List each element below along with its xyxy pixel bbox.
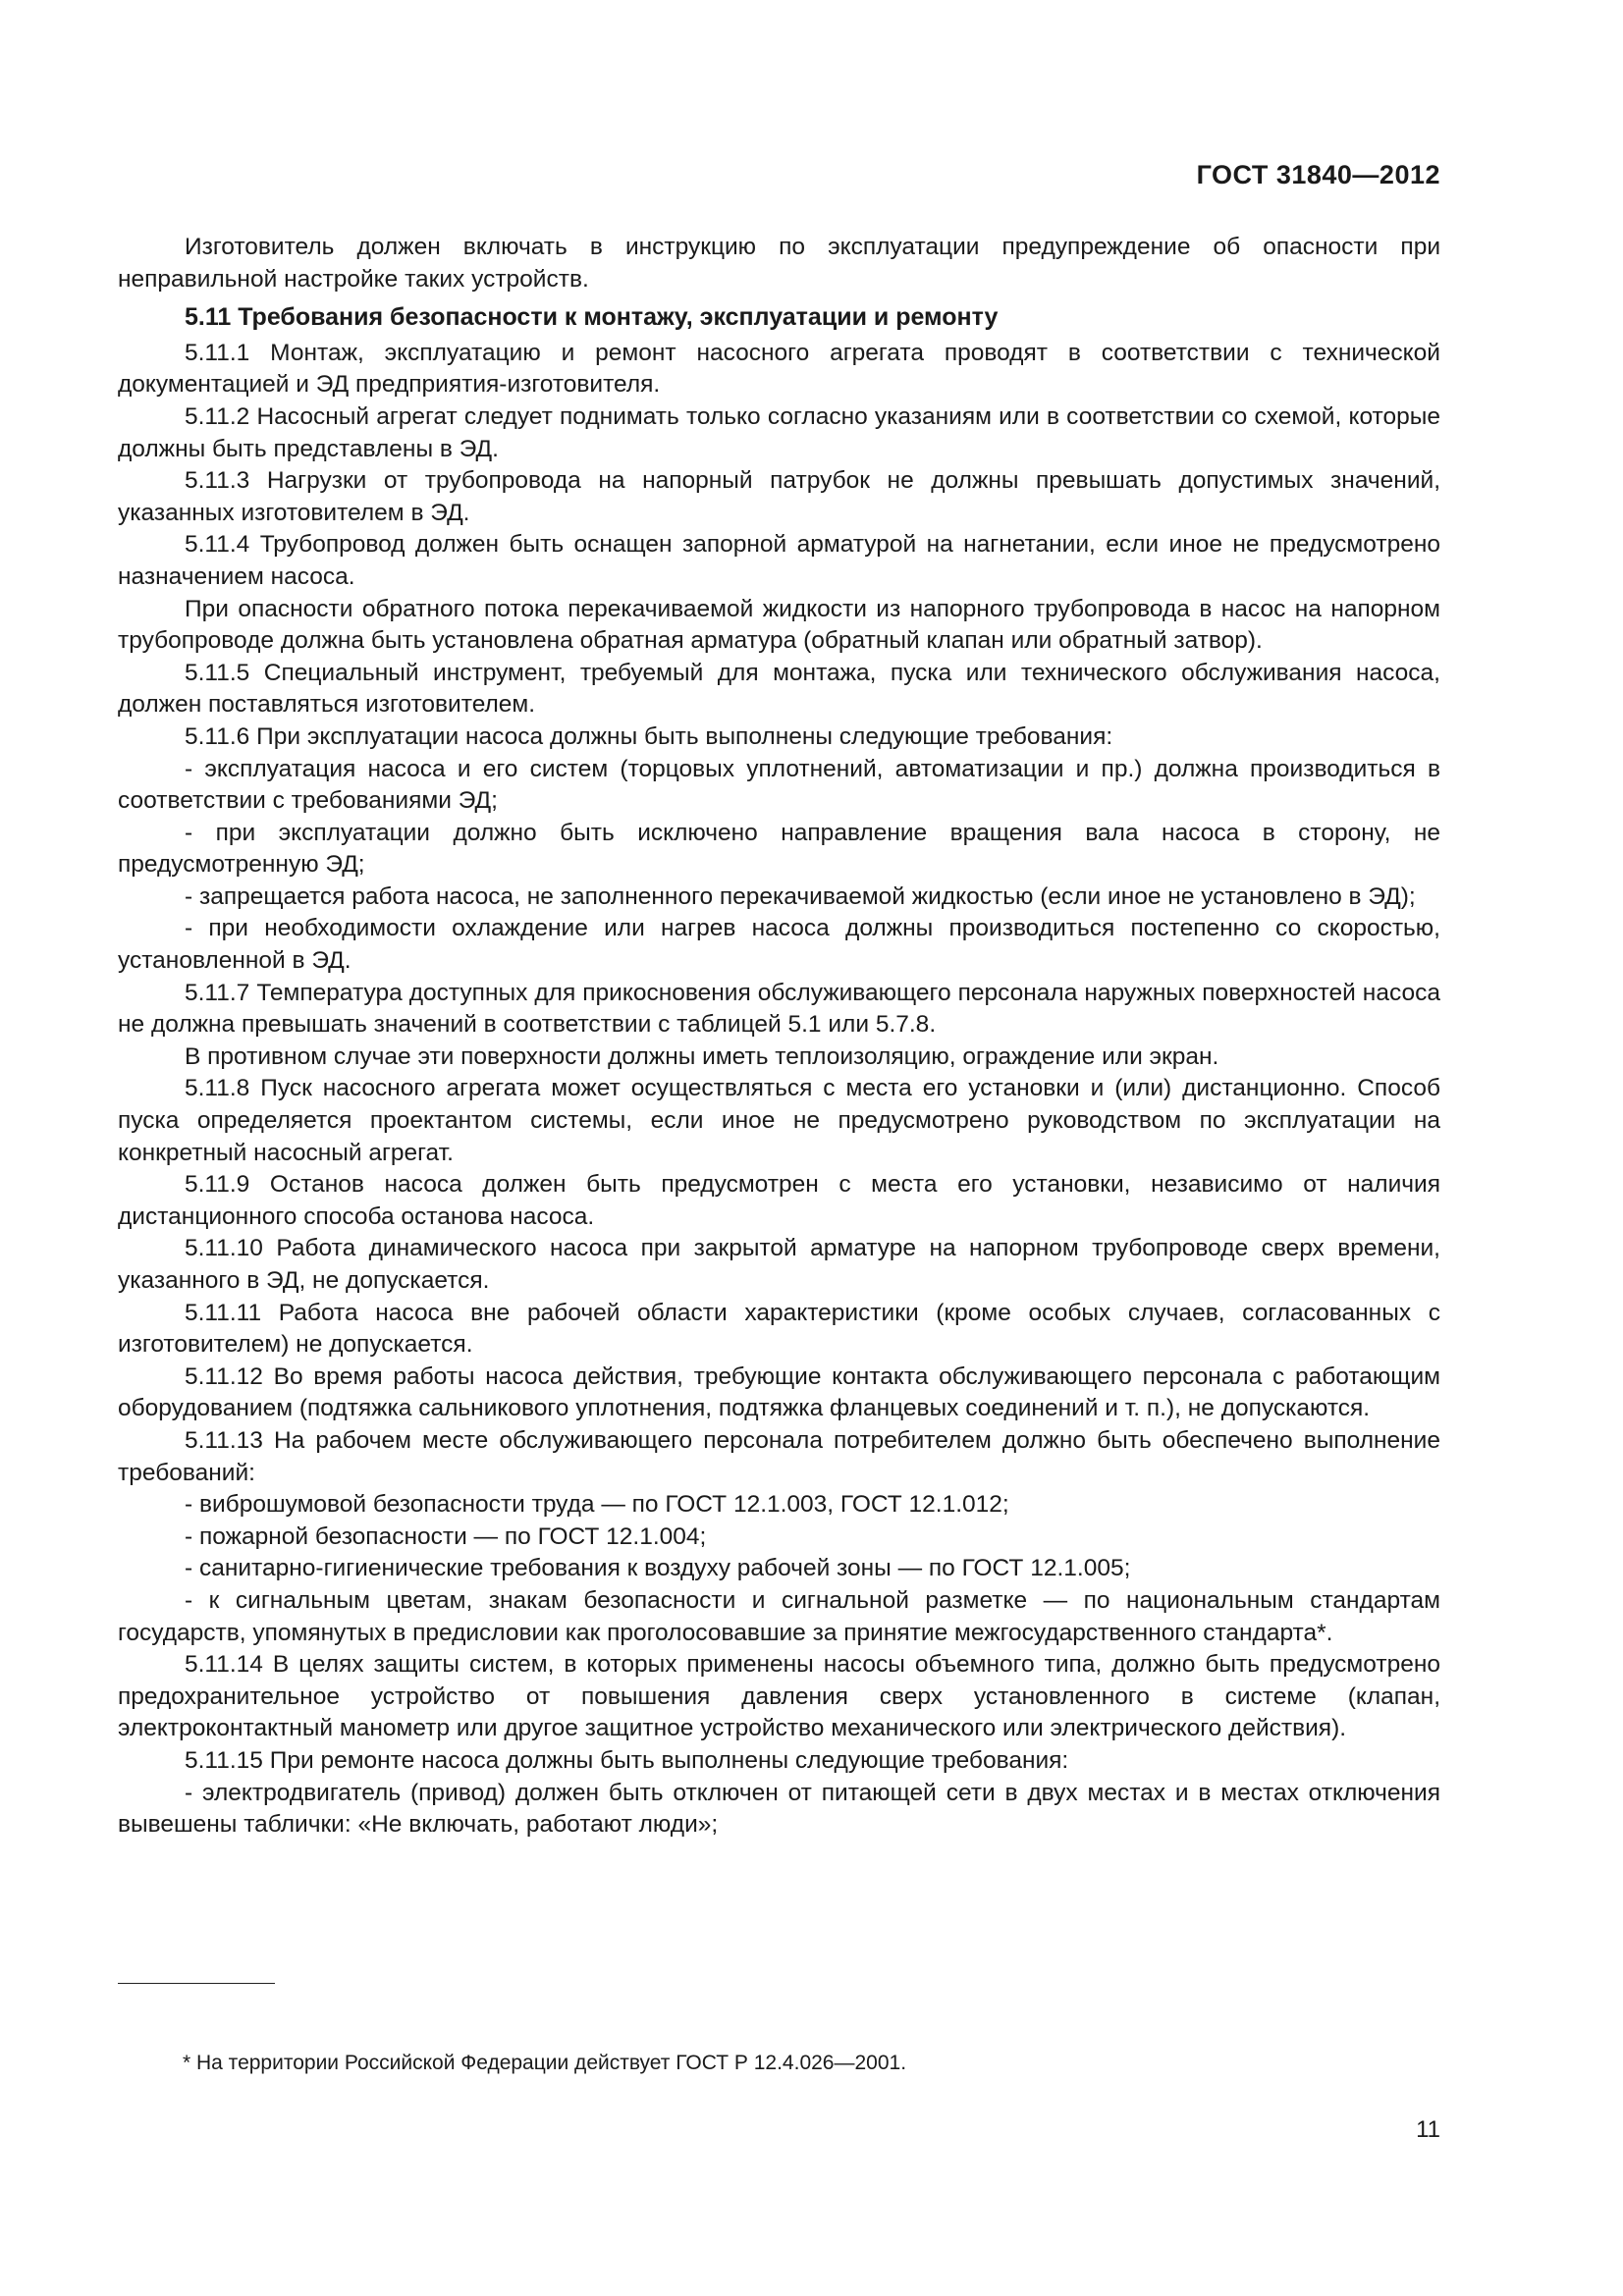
list-item-5-11-13-c: - санитарно-гигиенические требования к воздуху рабочей зоны — по ГОСТ 12.1.005; xyxy=(185,1555,1131,1582)
paragraph-5-11-11: 5.11.11 Работа насоса вне рабочей области характеристики (кроме особых случаев, согласованных с изготовителем) не допускается. xyxy=(118,1299,1440,1359)
footnote-divider xyxy=(118,1983,275,1984)
list-item-5-11-15-a: - электродвигатель (привод) должен быть отключен от питающей сети в двух местах и в местах отключения вывешены таблички: «Не включать, работают люди»; xyxy=(118,1779,1440,1839)
paragraph-5-11-5: 5.11.5 Специальный инструмент, требуемый для монтажа, пуска или технического обслуживания насоса, должен поставляться изготовителем. xyxy=(118,659,1440,719)
paragraph-5-11-13: 5.11.13 На рабочем месте обслуживающего персонала потребителем должно быть обеспечено выполнение требований: xyxy=(118,1426,1440,1486)
document-code-header: ГОСТ 31840—2012 xyxy=(1196,160,1440,189)
list-item-5-11-13-a: - виброшумовой безопасности труда — по ГОСТ 12.1.003, ГОСТ 12.1.012; xyxy=(185,1491,1009,1519)
paragraph-5-11-4: 5.11.4 Трубопровод должен быть оснащен запорной арматурой на нагнетании, если иное не предусмотрено назначением насоса. xyxy=(118,531,1440,590)
list-item-5-11-13-d: - к сигнальным цветам, знакам безопасности и сигнальной разметке — по национальным стандартам государств, упомянутых в предисловии как проголосовавшие за принятие межгосударственного стандарта*. xyxy=(118,1586,1440,1646)
document-body xyxy=(118,232,1440,1842)
list-item-5-11-6-c: - запрещается работа насоса, не заполненного перекачиваемой жидкостью (если иное не установлено в ЭД); xyxy=(185,882,1416,910)
list-item-5-11-6-d: - при необходимости охлаждение или нагрев насоса должны производиться постепенно со скоростью, установленной в ЭД. xyxy=(118,915,1440,975)
page-number: 11 xyxy=(1416,2116,1440,2143)
paragraph-5-11-2: 5.11.2 Насосный агрегат следует поднимать только согласно указаниям или в соответствии со схемой, которые должны быть представлены в ЭД. xyxy=(118,402,1440,462)
list-item-5-11-13-b: - пожарной безопасности — по ГОСТ 12.1.004; xyxy=(185,1522,707,1550)
section-heading-5-11: 5.11 Требования безопасности к монтажу, эксплуатации и ремонту xyxy=(185,303,999,332)
paragraph-5-11-7-insulation: В противном случае эти поверхности должны иметь теплоизоляцию, ограждение или экран. xyxy=(185,1042,1219,1070)
paragraph-5-11-9: 5.11.9 Останов насоса должен быть предусмотрен с места его установки, независимо от наличия дистанционного способа останова насоса. xyxy=(118,1171,1440,1230)
paragraph-intro: Изготовитель должен включать в инструкцию по эксплуатации предупреждение об опасности при неправильной настройке таких устройств. xyxy=(118,234,1440,293)
paragraph-5-11-1: 5.11.1 Монтаж, эксплуатацию и ремонт насосного агрегата проводят в соответствии с технической документацией и ЭД предприятия-изготовителя. xyxy=(118,339,1440,399)
paragraph-5-11-10: 5.11.10 Работа динамического насоса при закрытой арматуре на напорном трубопроводе сверх времени, указанного в ЭД, не допускается. xyxy=(118,1235,1440,1294)
paragraph-5-11-12: 5.11.12 Во время работы насоса действия, требующие контакта обслуживающего персонала с работающим оборудованием (подтяжка сальникового уплотнения, подтяжка фланцевых соединений и т. п.), не допускаются. xyxy=(118,1362,1440,1422)
paragraph-5-11-4-reverse-flow: При опасности обратного потока перекачиваемой жидкости из напорного трубопровода в насос на напорном трубопроводе должна быть установлена обратная арматура (обратный клапан или обратный затвор). xyxy=(118,595,1440,655)
footnote: * На территории Российской Федерации действует ГОСТ Р 12.4.026—2001. xyxy=(183,2052,907,2074)
paragraph-5-11-3: 5.11.3 Нагрузки от трубопровода на напорный патрубок не должны превышать допустимых значений, указанных изготовителем в ЭД. xyxy=(118,467,1440,526)
paragraph-5-11-15: 5.11.15 При ремонте насоса должны быть выполнены следующие требования: xyxy=(185,1746,1069,1774)
paragraph-5-11-7: 5.11.7 Температура доступных для прикосновения обслуживающего персонала наружных поверхностей насоса не должна превышать значений в соответствии с таблицей 5.1 или 5.7.8. xyxy=(118,979,1440,1039)
list-item-5-11-6-b: - при эксплуатации должно быть исключено направление вращения вала насоса в сторону, не предусмотренную ЭД; xyxy=(118,819,1440,879)
paragraph-5-11-8: 5.11.8 Пуск насосного агрегата может осуществляться с места его установки и (или) дистанционно. Способ пуска определяется проектантом системы, если иное не предусмотрено руководством по эксплуатации на конкретный насосный агрегат. xyxy=(118,1075,1440,1166)
paragraph-5-11-14: 5.11.14 В целях защиты систем, в которых применены насосы объемного типа, должно быть предусмотрено предохранительное устройство от повышения давления сверх установленного в системе (клапан, электроконтактный манометр или другое защитное устройство механического или электрического действия). xyxy=(118,1651,1440,1742)
paragraph-5-11-6: 5.11.6 При эксплуатации насоса должны быть выполнены следующие требования: xyxy=(185,722,1113,750)
list-item-5-11-6-a: - эксплуатация насоса и его систем (торцовых уплотнений, автоматизации и пр.) должна производиться в соответствии с требованиями ЭД; xyxy=(118,755,1440,815)
